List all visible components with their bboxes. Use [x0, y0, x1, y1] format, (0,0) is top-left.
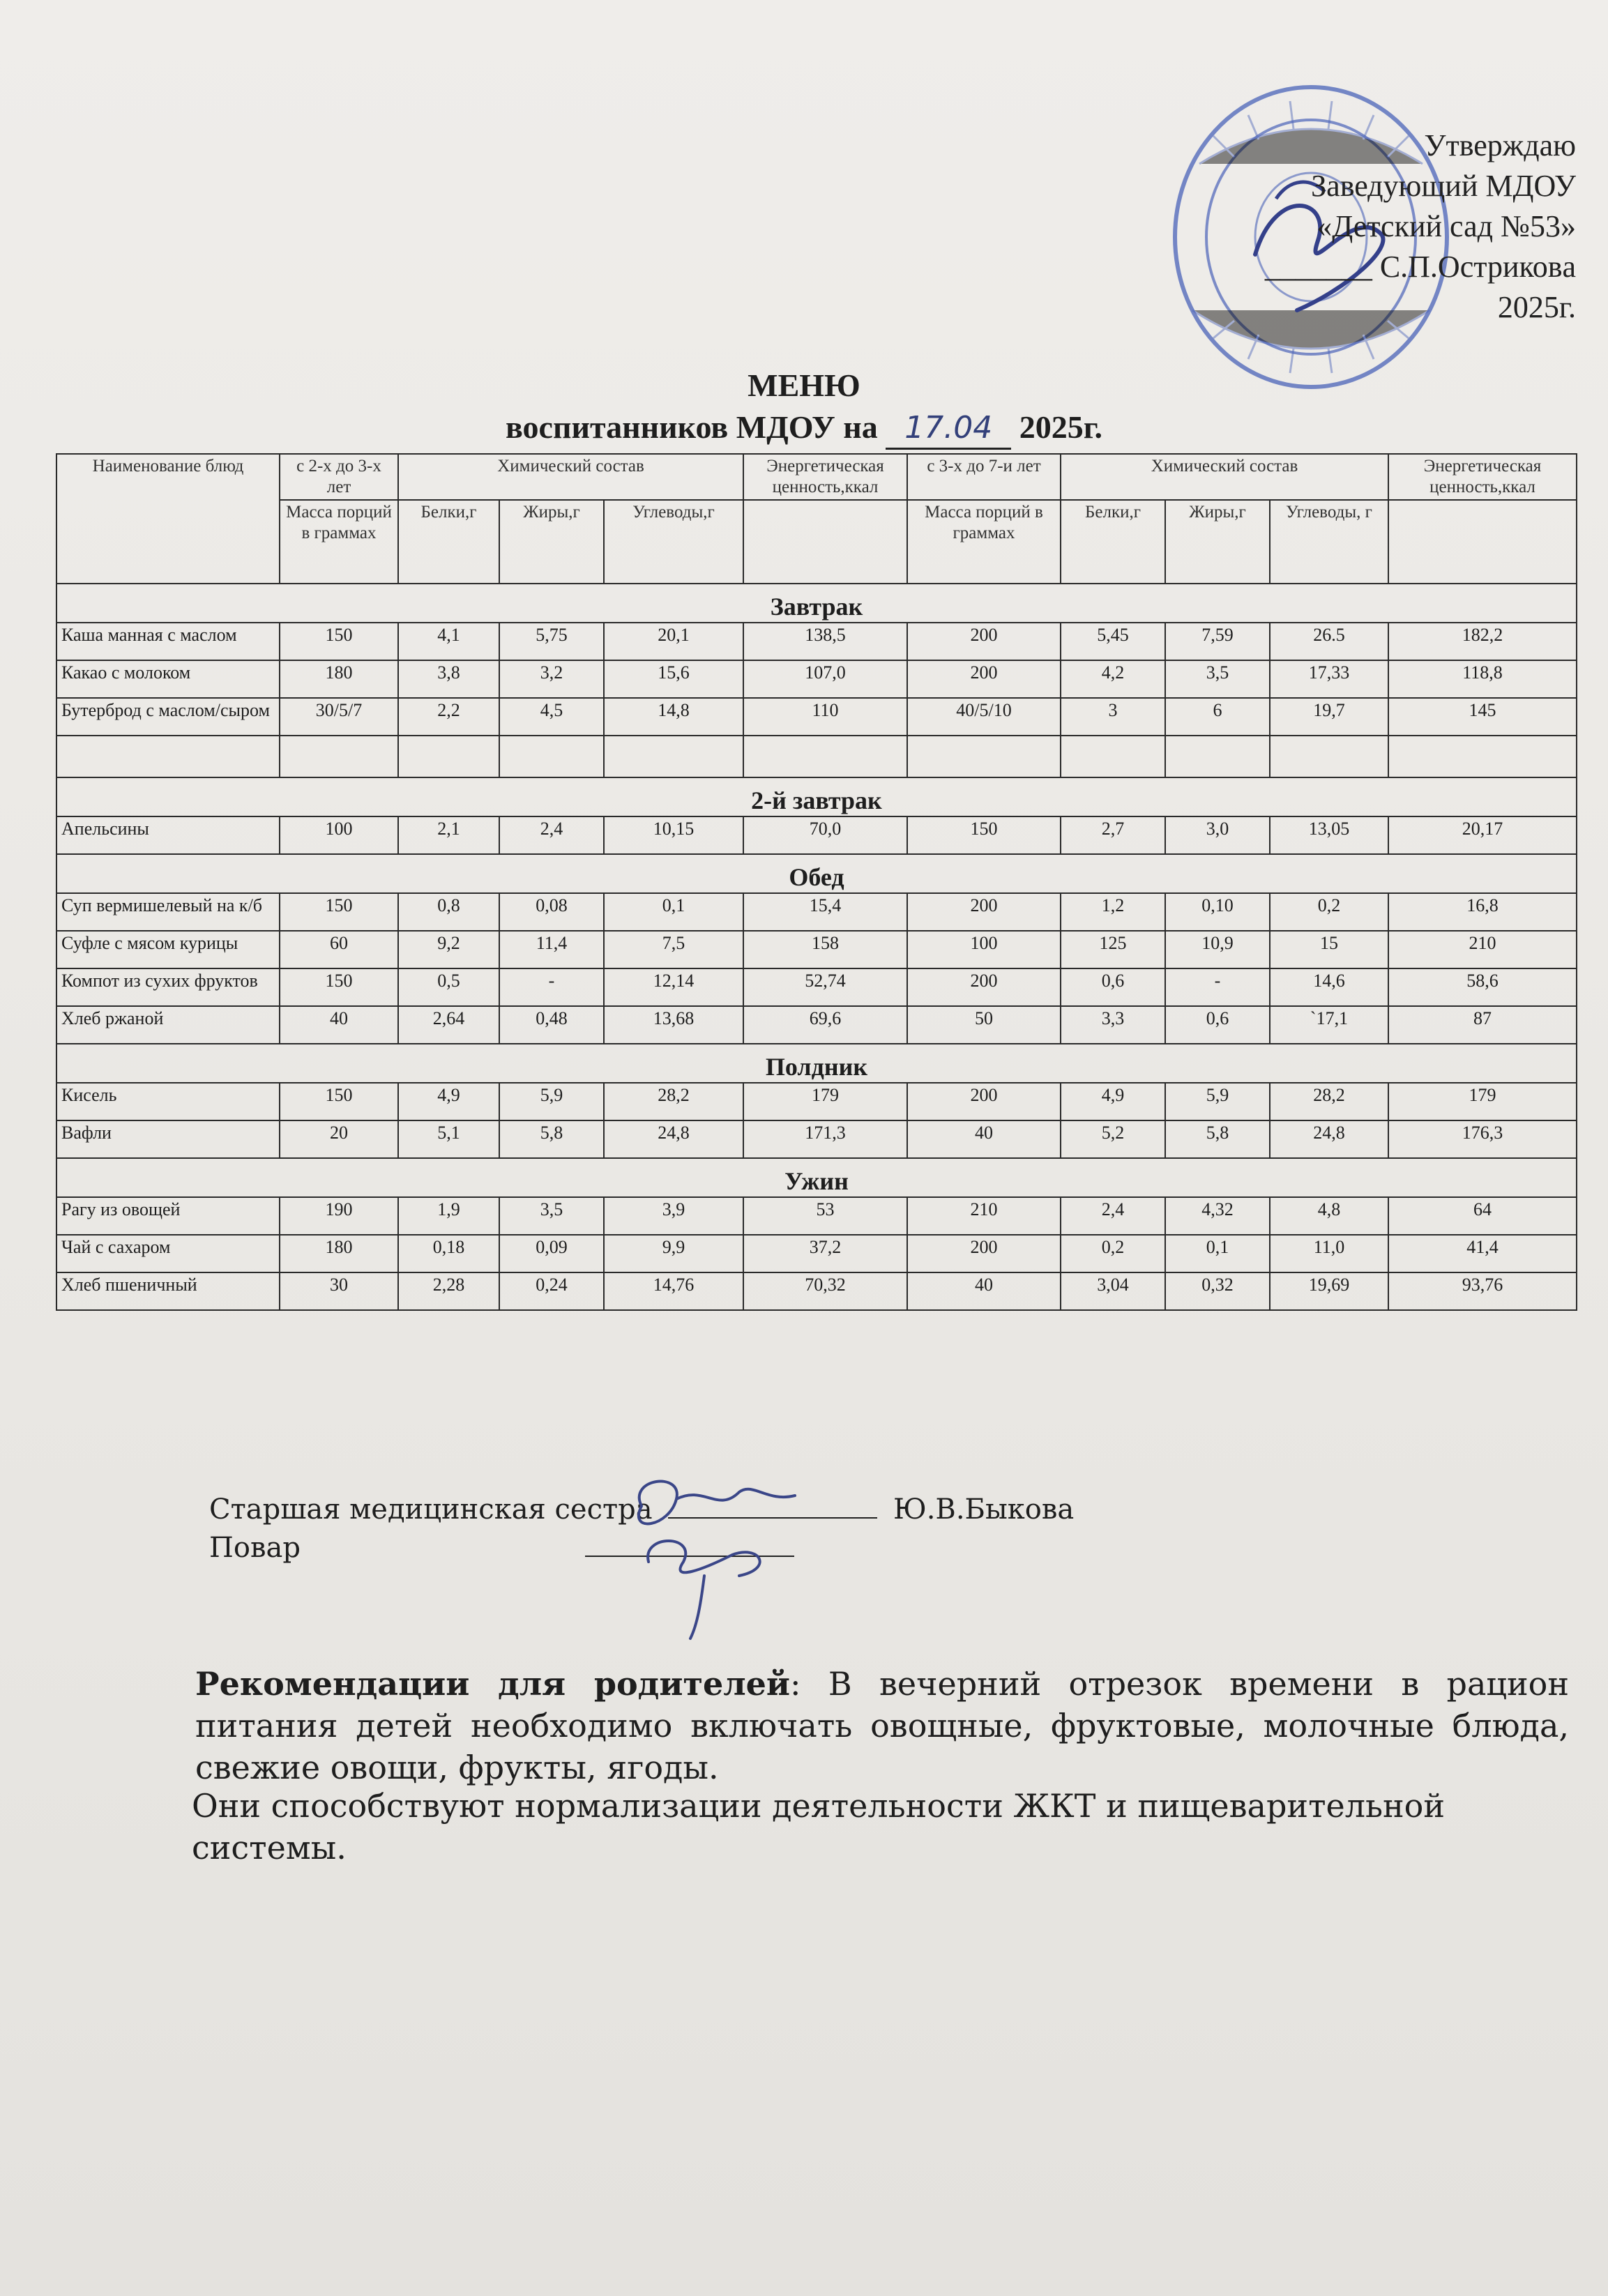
table-row — [56, 736, 1577, 777]
value-cell: 24,8 — [604, 1120, 743, 1158]
value-cell: 20 — [280, 1120, 398, 1158]
table-row — [56, 698, 1577, 736]
value-cell: 11,0 — [1270, 1235, 1388, 1272]
value-cell: 52,74 — [743, 968, 907, 1006]
value-cell — [280, 736, 398, 777]
value-cell: 2,1 — [398, 816, 499, 854]
value-cell: 158 — [743, 931, 907, 968]
value-cell — [604, 736, 743, 777]
value-cell: 13,05 — [1270, 816, 1388, 854]
value-cell: 138,5 — [743, 623, 907, 660]
value-cell: 41,4 — [1388, 1235, 1577, 1272]
value-cell: 28,2 — [604, 1083, 743, 1120]
dish-name-cell: Каша манная с маслом — [56, 623, 280, 660]
dish-name-cell: Хлеб ржаной — [56, 1006, 280, 1044]
value-cell: 53 — [743, 1197, 907, 1235]
approval-block — [1185, 126, 1576, 328]
value-cell: 14,76 — [604, 1272, 743, 1310]
value-cell: 3,5 — [499, 1197, 604, 1235]
value-cell: 171,3 — [743, 1120, 907, 1158]
value-cell: 16,8 — [1388, 893, 1577, 931]
value-cell: 176,3 — [1388, 1120, 1577, 1158]
table-row — [56, 1235, 1577, 1272]
value-cell: 9,2 — [398, 931, 499, 968]
value-cell: 15,6 — [604, 660, 743, 698]
value-cell: 200 — [907, 1083, 1061, 1120]
header-age-old: с 3-х до 7-и лет — [907, 454, 1061, 500]
value-cell: 100 — [280, 816, 398, 854]
header-chem-old: Химический состав — [1061, 454, 1388, 500]
value-cell: 150 — [280, 968, 398, 1006]
page-title: МЕНЮ — [748, 367, 860, 403]
value-cell: 0,8 — [398, 893, 499, 931]
value-cell: `17,1 — [1270, 1006, 1388, 1044]
value-cell: 58,6 — [1388, 968, 1577, 1006]
section-title: Обед — [56, 854, 1577, 893]
value-cell: 3,04 — [1061, 1272, 1165, 1310]
value-cell: 2,2 — [398, 698, 499, 736]
value-cell: 179 — [743, 1083, 907, 1120]
value-cell: 150 — [280, 623, 398, 660]
value-cell: 182,2 — [1388, 623, 1577, 660]
value-cell: 13,68 — [604, 1006, 743, 1044]
value-cell: 4,2 — [1061, 660, 1165, 698]
dish-name-cell: Кисель — [56, 1083, 280, 1120]
header-carb-old: Углеводы, г — [1270, 500, 1388, 584]
dish-name-cell: Апельсины — [56, 816, 280, 854]
dish-name-cell: Суфле с мясом курицы — [56, 931, 280, 968]
value-cell: 0,10 — [1165, 893, 1270, 931]
value-cell: 190 — [280, 1197, 398, 1235]
value-cell: 20,17 — [1388, 816, 1577, 854]
value-cell: 2,7 — [1061, 816, 1165, 854]
value-cell: 0,09 — [499, 1235, 604, 1272]
recommendations-body: : В вечерний отрезок времени в рацион питания детей необходимо включать овощные, фруктовые, молочные блюда, свежие овощи, фрукты, ягоды. — [195, 1665, 1570, 1786]
value-cell: 179 — [1388, 1083, 1577, 1120]
value-cell: 69,6 — [743, 1006, 907, 1044]
value-cell: 0,18 — [398, 1235, 499, 1272]
value-cell: 28,2 — [1270, 1083, 1388, 1120]
header-age-young: с 2-х до 3-х лет — [280, 454, 398, 500]
recommendations-text — [195, 1663, 1569, 1788]
value-cell: 0,1 — [1165, 1235, 1270, 1272]
value-cell — [499, 736, 604, 777]
value-cell: 0,1 — [604, 893, 743, 931]
value-cell: 5,9 — [499, 1083, 604, 1120]
value-cell: 200 — [907, 968, 1061, 1006]
recommendations-text-2: Они способствуют нормализации деятельности ЖКТ и пищеварительной системы. — [192, 1787, 1446, 1867]
value-cell: 30 — [280, 1272, 398, 1310]
table-row — [56, 893, 1577, 931]
cook-role: Повар — [209, 1532, 301, 1564]
value-cell: 2,4 — [1061, 1197, 1165, 1235]
value-cell: 15,4 — [743, 893, 907, 931]
value-cell: 10,15 — [604, 816, 743, 854]
value-cell — [1388, 736, 1577, 777]
value-cell: 15 — [1270, 931, 1388, 968]
nurse-role: Старшая медицинская сестра — [209, 1493, 653, 1526]
value-cell: 0,08 — [499, 893, 604, 931]
value-cell: 40 — [907, 1272, 1061, 1310]
value-cell: 4,1 — [398, 623, 499, 660]
table-row — [56, 1006, 1577, 1044]
header-energy-young-empty — [743, 500, 907, 584]
value-cell: - — [1165, 968, 1270, 1006]
table-row — [56, 1272, 1577, 1310]
value-cell: 125 — [1061, 931, 1165, 968]
value-cell: 180 — [280, 1235, 398, 1272]
value-cell: 150 — [280, 893, 398, 931]
dish-name-cell: Хлеб пшеничный — [56, 1272, 280, 1310]
value-cell: 200 — [907, 1235, 1061, 1272]
header-mass-old: Масса порций в граммах — [907, 500, 1061, 584]
value-cell: 20,1 — [604, 623, 743, 660]
approval-line-1: Утверждаю — [1424, 128, 1576, 162]
value-cell: 150 — [280, 1083, 398, 1120]
value-cell: 3,8 — [398, 660, 499, 698]
value-cell: 14,6 — [1270, 968, 1388, 1006]
header-fat-young: Жиры,г — [499, 500, 604, 584]
value-cell: 11,4 — [499, 931, 604, 968]
value-cell: 5,75 — [499, 623, 604, 660]
value-cell: 0,32 — [1165, 1272, 1270, 1310]
section-title: 2-й завтрак — [56, 777, 1577, 816]
value-cell: 3,0 — [1165, 816, 1270, 854]
value-cell: 3,2 — [499, 660, 604, 698]
header-dish-name: Наименование блюд — [56, 454, 280, 584]
dish-name-cell: Чай с сахаром — [56, 1235, 280, 1272]
value-cell: 4,9 — [398, 1083, 499, 1120]
value-cell: 70,32 — [743, 1272, 907, 1310]
value-cell: 24,8 — [1270, 1120, 1388, 1158]
value-cell: 4,5 — [499, 698, 604, 736]
value-cell: 12,14 — [604, 968, 743, 1006]
section-header — [56, 1158, 1577, 1197]
value-cell: 0,6 — [1061, 968, 1165, 1006]
value-cell: 6 — [1165, 698, 1270, 736]
value-cell: 210 — [1388, 931, 1577, 968]
value-cell: 17,33 — [1270, 660, 1388, 698]
value-cell: 26.5 — [1270, 623, 1388, 660]
value-cell: 3,5 — [1165, 660, 1270, 698]
value-cell: 150 — [907, 816, 1061, 854]
value-cell: 40 — [907, 1120, 1061, 1158]
value-cell: 3,9 — [604, 1197, 743, 1235]
value-cell: 0,2 — [1061, 1235, 1165, 1272]
value-cell: 2,64 — [398, 1006, 499, 1044]
value-cell: 14,8 — [604, 698, 743, 736]
header-chem-young: Химический состав — [398, 454, 743, 500]
section-header — [56, 854, 1577, 893]
value-cell: 110 — [743, 698, 907, 736]
section-header — [56, 584, 1577, 623]
table-row — [56, 660, 1577, 698]
value-cell: 4,9 — [1061, 1083, 1165, 1120]
value-cell — [1165, 736, 1270, 777]
value-cell — [398, 736, 499, 777]
recommendations-label: Рекомендации для родителей — [195, 1665, 791, 1703]
value-cell: 9,9 — [604, 1235, 743, 1272]
dish-name-cell: Компот из сухих фруктов — [56, 968, 280, 1006]
section-title: Полдник — [56, 1044, 1577, 1083]
value-cell: 7,5 — [604, 931, 743, 968]
header-mass-young: Масса порций в граммах — [280, 500, 398, 584]
value-cell: 19,7 — [1270, 698, 1388, 736]
approval-line-3: «Детский сад №53» — [1317, 209, 1576, 243]
value-cell: 30/5/7 — [280, 698, 398, 736]
page-subtitle — [0, 408, 1608, 450]
table-row — [56, 1120, 1577, 1158]
section-title: Завтрак — [56, 584, 1577, 623]
value-cell: 200 — [907, 623, 1061, 660]
value-cell: 0,24 — [499, 1272, 604, 1310]
dish-name-cell: Какао с молоком — [56, 660, 280, 698]
value-cell: 4,32 — [1165, 1197, 1270, 1235]
value-cell: 200 — [907, 893, 1061, 931]
value-cell — [743, 736, 907, 777]
director-name: С.П.Остриковa — [1379, 250, 1576, 284]
subtitle-suffix: 2025г. — [1019, 409, 1102, 445]
value-cell: 0,2 — [1270, 893, 1388, 931]
value-cell: 5,2 — [1061, 1120, 1165, 1158]
value-cell: 1,2 — [1061, 893, 1165, 931]
table-row — [56, 968, 1577, 1006]
value-cell: 0,6 — [1165, 1006, 1270, 1044]
menu-table-body — [56, 584, 1577, 1310]
header-fat-old: Жиры,г — [1165, 500, 1270, 584]
value-cell: 19,69 — [1270, 1272, 1388, 1310]
value-cell: 7,59 — [1165, 623, 1270, 660]
value-cell: 200 — [907, 660, 1061, 698]
table-row — [56, 623, 1577, 660]
value-cell — [1061, 736, 1165, 777]
value-cell: 5,8 — [499, 1120, 604, 1158]
header-energy-old-empty — [1388, 500, 1577, 584]
value-cell: 87 — [1388, 1006, 1577, 1044]
value-cell: 5,8 — [1165, 1120, 1270, 1158]
dish-name-cell: Бутерброд с маслом/сыром — [56, 698, 280, 736]
value-cell: 5,45 — [1061, 623, 1165, 660]
value-cell: 107,0 — [743, 660, 907, 698]
value-cell: 118,8 — [1388, 660, 1577, 698]
section-title: Ужин — [56, 1158, 1577, 1197]
dish-name-cell: Вафли — [56, 1120, 280, 1158]
handwritten-signature-icon — [600, 1464, 823, 1645]
header-energy-old: Энергетическая ценность,ккал — [1388, 454, 1577, 500]
value-cell: 40 — [280, 1006, 398, 1044]
handwritten-date: 17.04 — [886, 409, 1011, 450]
value-cell — [1270, 736, 1388, 777]
value-cell: 145 — [1388, 698, 1577, 736]
approval-line-5: 2025г. — [1497, 290, 1576, 324]
value-cell: 2,28 — [398, 1272, 499, 1310]
subtitle-prefix: воспитанников МДОУ на — [506, 409, 878, 445]
dish-name-cell — [56, 736, 280, 777]
value-cell: 4,8 — [1270, 1197, 1388, 1235]
nurse-name: Ю.В.Быкова — [893, 1493, 1075, 1526]
value-cell: 64 — [1388, 1197, 1577, 1235]
menu-table — [56, 453, 1577, 1311]
table-row — [56, 816, 1577, 854]
header-energy-young: Энергетическая ценность,ккал — [743, 454, 907, 500]
value-cell: 180 — [280, 660, 398, 698]
value-cell: 50 — [907, 1006, 1061, 1044]
value-cell: 93,76 — [1388, 1272, 1577, 1310]
table-row — [56, 1197, 1577, 1235]
dish-name-cell: Суп вермишелевый на к/б — [56, 893, 280, 931]
approval-line-2: Заведующий МДОУ — [1311, 169, 1576, 203]
value-cell: 60 — [280, 931, 398, 968]
section-header — [56, 1044, 1577, 1083]
value-cell: 5,1 — [398, 1120, 499, 1158]
value-cell: 0,5 — [398, 968, 499, 1006]
header-protein-young: Белки,г — [398, 500, 499, 584]
table-row — [56, 931, 1577, 968]
value-cell: 210 — [907, 1197, 1061, 1235]
value-cell: 3 — [1061, 698, 1165, 736]
value-cell: 0,48 — [499, 1006, 604, 1044]
dish-name-cell: Рагу из овощей — [56, 1197, 280, 1235]
header-carb-young: Углеводы,г — [604, 500, 743, 584]
approval-line-4: _______ С.П.Остриковa — [1264, 250, 1576, 284]
header-protein-old: Белки,г — [1061, 500, 1165, 584]
value-cell: 3,3 — [1061, 1006, 1165, 1044]
value-cell: 5,9 — [1165, 1083, 1270, 1120]
value-cell: 100 — [907, 931, 1061, 968]
value-cell: 37,2 — [743, 1235, 907, 1272]
section-header — [56, 777, 1577, 816]
table-row — [56, 1083, 1577, 1120]
value-cell — [907, 736, 1061, 777]
value-cell: 40/5/10 — [907, 698, 1061, 736]
value-cell: 2,4 — [499, 816, 604, 854]
value-cell: 10,9 — [1165, 931, 1270, 968]
value-cell: 70,0 — [743, 816, 907, 854]
value-cell: - — [499, 968, 604, 1006]
value-cell: 1,9 — [398, 1197, 499, 1235]
